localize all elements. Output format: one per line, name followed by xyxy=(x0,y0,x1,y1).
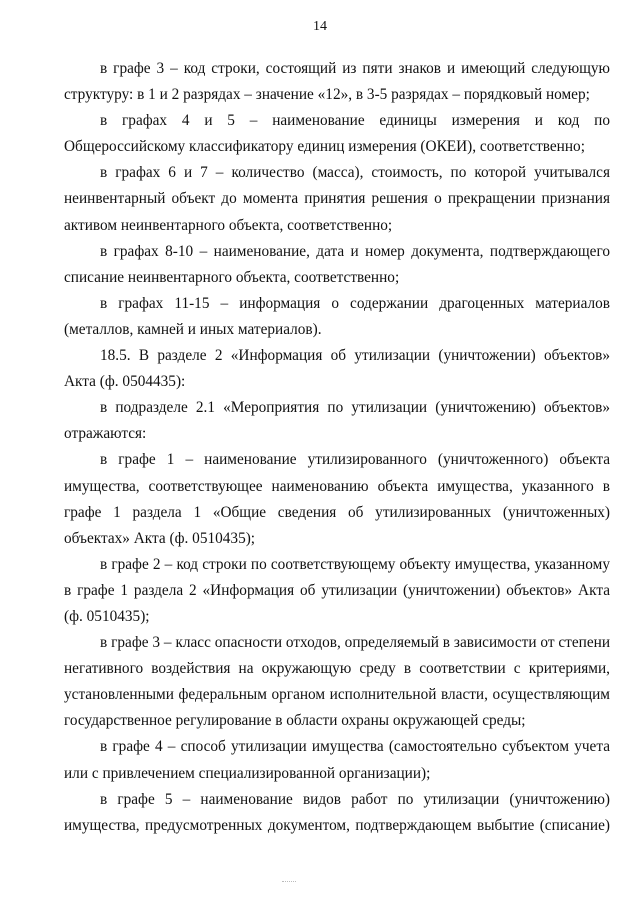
paragraph: 18.5. В разделе 2 «Информация об утилизации (уничтожении) объектов» Акта (ф. 0504435): xyxy=(64,347,610,391)
paragraph: в подразделе 2.1 «Мероприятия по утилизации (уничтожению) объектов» отражаются: xyxy=(64,399,610,443)
paragraph: в графе 4 – способ утилизации имущества (самостоятельно субъектом учета или с привлечением специализированной организации); xyxy=(64,738,610,782)
paragraph: в графах 4 и 5 – наименование единицы измерения и код по Общероссийскому классификатору единиц измерения (ОКЕИ), соответственно; xyxy=(64,112,610,156)
footer-mark xyxy=(282,881,296,883)
paragraph: в графах 6 и 7 – количество (масса), стоимость, по которой учитывался неинвентарный объект до момента принятия решения о прекращении признания активом неинвентарного объекта, соответственно; xyxy=(64,164,610,234)
paragraph: в графе 3 – код строки, состоящий из пяти знаков и имеющий следующую структуру: в 1 и 2 разрядах – значение «12», в 3-5 разрядах – порядковый номер; xyxy=(64,60,610,104)
paragraph: в графах 8-10 – наименование, дата и номер документа, подтверждающего списание неинвентарного объекта, соответственно; xyxy=(64,242,610,286)
document-body xyxy=(64,56,610,839)
paragraph: в графе 2 – код строки по соответствующему объекту имущества, указанному в графе 1 раздела 2 «Информация об утилизации (уничтожении) объектов» Акта (ф. 0510435); xyxy=(64,555,610,625)
page-number: 14 xyxy=(313,19,327,34)
paragraph: в графах 11-15 – информация о содержании драгоценных материалов (металлов, камней и иных материалов). xyxy=(64,294,610,338)
paragraph: в графе 3 – класс опасности отходов, определяемый в зависимости от степени негативного воздействия на окружающую среду в соответствии с критериями, установленными федеральным органом исполнительной власти, осуществляющим государственное регулирование в области охраны окружающей среды; xyxy=(64,634,610,730)
paragraph: в графе 1 – наименование утилизированного (уничтоженного) объекта имущества, соответствующее наименованию объекта имущества, указанного в графе 1 раздела 1 «Общие сведения об утилизированных (уничтоженных) объектах» Акта (ф. 0510435); xyxy=(64,451,610,547)
paragraph: в графе 5 – наименование видов работ по утилизации (уничтожению) имущества, предусмотренных документом, подтверждающем выбытие (списание) xyxy=(64,790,610,834)
